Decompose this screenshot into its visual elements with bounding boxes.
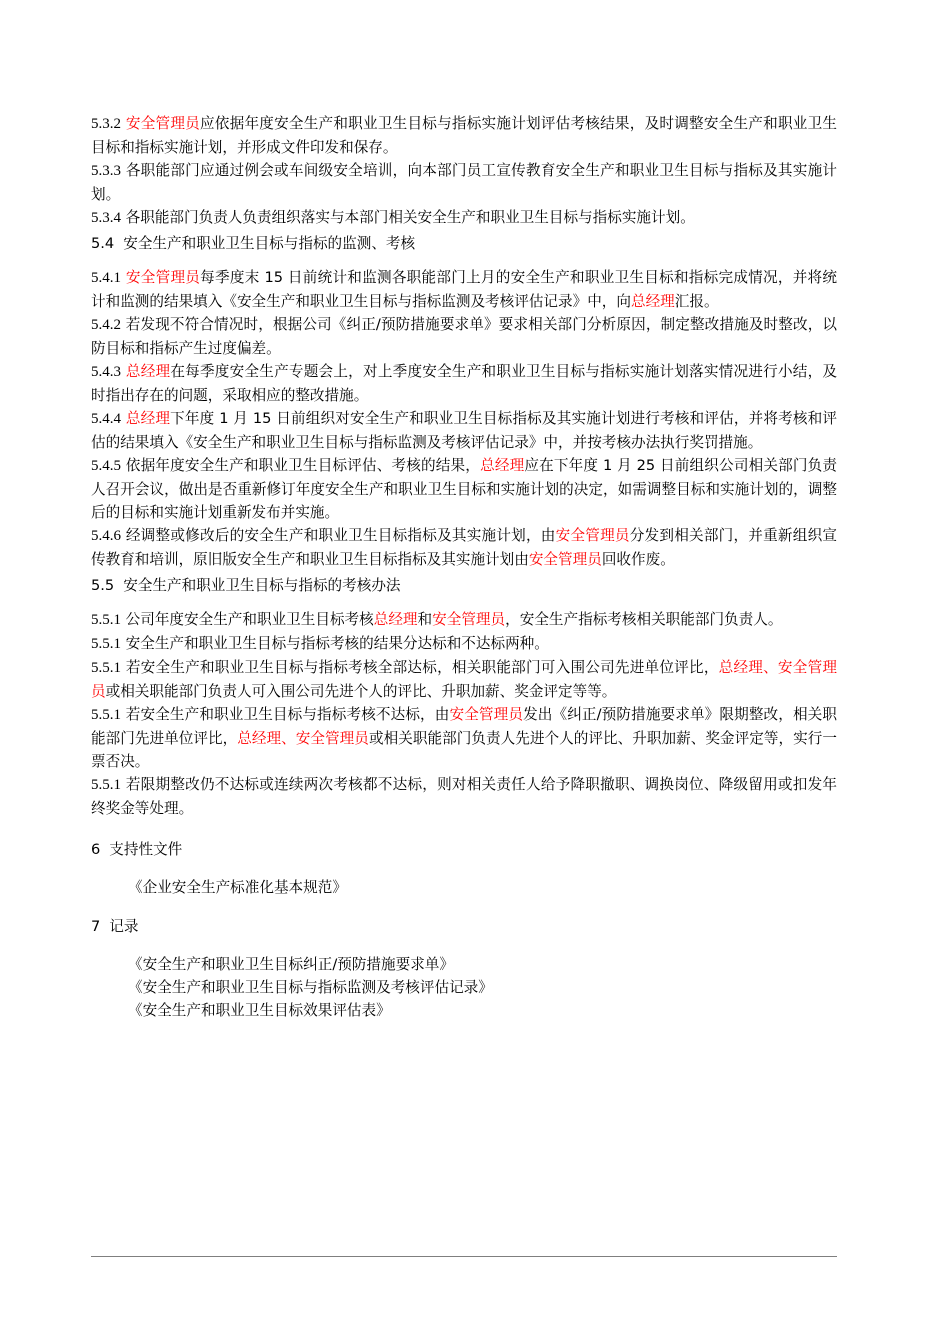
section-number: 5.4 — [91, 235, 115, 252]
section-heading-5-4 — [91, 232, 837, 255]
section-number: 5.5 — [91, 577, 115, 594]
highlighted-role: 安全管理员 — [449, 706, 524, 723]
section-title: 安全生产和职业卫生目标与指标的考核办法 — [123, 577, 401, 594]
highlighted-role: 安全管理员 — [528, 551, 602, 568]
paragraph-text: 在每季度安全生产专题会上，对上季度安全生产和职业卫生目标与指标实施计划落实情况进行小结，及时指出存在的问题，采取相应的整改措施。 — [91, 363, 837, 404]
highlighted-role: 总经理 — [480, 457, 525, 474]
paragraph-number: 5.3.2 — [91, 116, 121, 132]
paragraph-number: 5.5.1 — [91, 636, 121, 652]
paragraph-text: 汇报。 — [674, 293, 719, 310]
paragraph-text: ，安全生产指标考核相关职能部门负责人。 — [505, 611, 783, 628]
paragraph-number: 5.4.4 — [91, 411, 121, 427]
paragraph-text: 或相关职能部门负责人可入围公司先进个人的评比、升职加薪、奖金评定等等。 — [105, 683, 617, 700]
highlighted-role: 总经理 — [373, 611, 418, 628]
paragraph-group-5-4 — [91, 266, 837, 571]
paragraph-number: 5.4.2 — [91, 317, 121, 333]
highlighted-role: 安全管理员 — [125, 269, 201, 286]
paragraph-group-5-3 — [91, 112, 837, 230]
paragraph-5-4-3 — [91, 360, 837, 407]
section-title: 安全生产和职业卫生目标与指标的监测、考核 — [123, 235, 416, 252]
section-number: 6 — [91, 841, 101, 858]
paragraph-number: 5.5.1 — [91, 777, 121, 793]
paragraph-5-5-1-a — [91, 608, 837, 632]
paragraph-text: 分发到相关部门，并重新组织宣传教育和培训，原旧版安全生产和职业卫生目标指标及其实施计划由 — [91, 527, 837, 568]
paragraph-text: 若发现不符合情况时，根据公司《纠正/预防措施要求单》要求相关部门分析原因，制定整改措施及时整改，以防目标和指标产生过度偏差。 — [91, 316, 837, 357]
highlighted-role: 总经理 — [125, 410, 171, 427]
paragraph-5-4-6 — [91, 524, 837, 571]
highlighted-role: 总经理、安全管理员 — [237, 730, 369, 747]
paragraph-text: 经调整或修改后的安全生产和职业卫生目标指标及其实施计划，由 — [121, 527, 556, 544]
paragraph-text: 应在下年度 1 月 25 日前组织公司相关部门负责人召开会议，做出是否重新修订年度安全生产和职业卫生目标和实施计划的决定，如需调整目标和实施计划的，调整后的目标和实施计划重新发布并实施。 — [91, 457, 837, 521]
paragraph-text: 各职能部门应通过例会或车间级安全培训，向本部门员工宣传教育安全生产和职业卫生目标与指标及其实施计划。 — [91, 162, 837, 203]
supporting-doc-item: 《企业安全生产标准化基本规范》 — [128, 879, 347, 896]
paragraph-number: 5.5.1 — [91, 660, 121, 676]
section-heading-5-5 — [91, 574, 837, 597]
paragraph-text: 和 — [417, 611, 433, 628]
paragraph-text: 应依据年度安全生产和职业卫生目标与指标实施计划评估考核结果，及时调整安全生产和职业卫生目标和指标实施计划，并形成文件印发和保存。 — [91, 115, 837, 156]
paragraph-5-4-5 — [91, 454, 837, 524]
record-item: 《安全生产和职业卫生目标纠正/预防措施要求单》 — [128, 956, 454, 973]
paragraph-text: 若安全生产和职业卫生目标与指标考核全部达标，相关职能部门可入围公司先进单位评比， — [121, 659, 719, 676]
paragraph-group-5-5 — [91, 608, 837, 820]
footer-divider — [91, 1256, 837, 1257]
paragraph-number: 5.3.4 — [91, 210, 121, 226]
paragraph-text: 下年度 1 月 15 日前组织对安全生产和职业卫生目标指标及其实施计划进行考核和评估，并将考核和评估的结果填入《安全生产和职业卫生目标与指标监测及考核评估记录》中，并按考核办法执行奖罚措施。 — [91, 410, 837, 451]
paragraph-text: 若安全生产和职业卫生目标与指标考核不达标，由 — [121, 706, 450, 723]
paragraph-text: 每季度末 15 日前统计和监测各职能部门上月的安全生产和职业卫生目标和指标完成情况，并将统计和监测的结果填入《安全生产和职业卫生目标与指标监测及考核评估记录》中，向 — [91, 269, 838, 310]
paragraph-number: 5.4.3 — [91, 364, 121, 380]
section-heading-7 — [91, 915, 837, 938]
paragraph-5-3-3 — [91, 159, 837, 206]
paragraph-5-3-2 — [91, 112, 837, 159]
paragraph-5-5-1-b — [91, 632, 837, 656]
highlighted-role: 安全管理员 — [432, 611, 506, 628]
paragraph-text: 发出《纠正/预防措施要求单》限期整改，相关职能部门先进单位评比， — [91, 706, 837, 747]
section-heading-6 — [91, 838, 837, 861]
highlighted-role: 安全管理员 — [125, 115, 200, 132]
paragraph-number: 5.4.6 — [91, 528, 121, 544]
paragraph-5-5-1-c — [91, 656, 837, 703]
record-item: 《安全生产和职业卫生目标与指标监测及考核评估记录》 — [128, 979, 493, 996]
highlighted-role: 总经理、安全管理员 — [91, 659, 837, 700]
section-title: 记录 — [109, 918, 139, 935]
paragraph-text: 安全生产和职业卫生目标与指标考核的结果分达标和不达标两种。 — [121, 635, 549, 652]
paragraph-5-5-1-d — [91, 703, 837, 773]
records-list — [91, 953, 837, 1022]
paragraph-5-4-4 — [91, 407, 837, 454]
paragraph-number: 5.4.1 — [91, 270, 121, 286]
paragraph-text: 若限期整改仍不达标或连续两次考核都不达标，则对相关责任人给予降职撤职、调换岗位、降级留用或扣发年终奖金等处理。 — [91, 776, 837, 817]
paragraph-text: 各职能部门负责人负责组织落实与本部门相关安全生产和职业卫生目标与指标实施计划。 — [121, 209, 695, 226]
paragraph-number: 5.5.1 — [91, 707, 121, 723]
highlighted-role: 总经理 — [125, 363, 171, 380]
paragraph-text: 回收作废。 — [601, 551, 675, 568]
paragraph-number: 5.3.3 — [91, 163, 121, 179]
record-item: 《安全生产和职业卫生目标效果评估表》 — [128, 1002, 391, 1019]
highlighted-role: 总经理 — [630, 293, 675, 310]
section-title: 支持性文件 — [109, 841, 183, 858]
paragraph-text: 依据年度安全生产和职业卫生目标评估、考核的结果， — [121, 457, 481, 474]
paragraph-number: 5.5.1 — [91, 612, 121, 628]
paragraph-text: 或相关职能部门负责人先进个人的评比、升职加薪、奖金评定等，实行一票否决。 — [91, 730, 837, 770]
section-number: 7 — [91, 918, 101, 935]
paragraph-5-4-1 — [91, 266, 837, 313]
paragraph-5-5-1-e — [91, 773, 837, 820]
document-page — [91, 112, 837, 1022]
paragraph-number: 5.4.5 — [91, 458, 121, 474]
paragraph-5-3-4 — [91, 206, 837, 230]
paragraph-text: 公司年度安全生产和职业卫生目标考核 — [121, 611, 374, 628]
highlighted-role: 安全管理员 — [555, 527, 630, 544]
paragraph-5-4-2 — [91, 313, 837, 360]
